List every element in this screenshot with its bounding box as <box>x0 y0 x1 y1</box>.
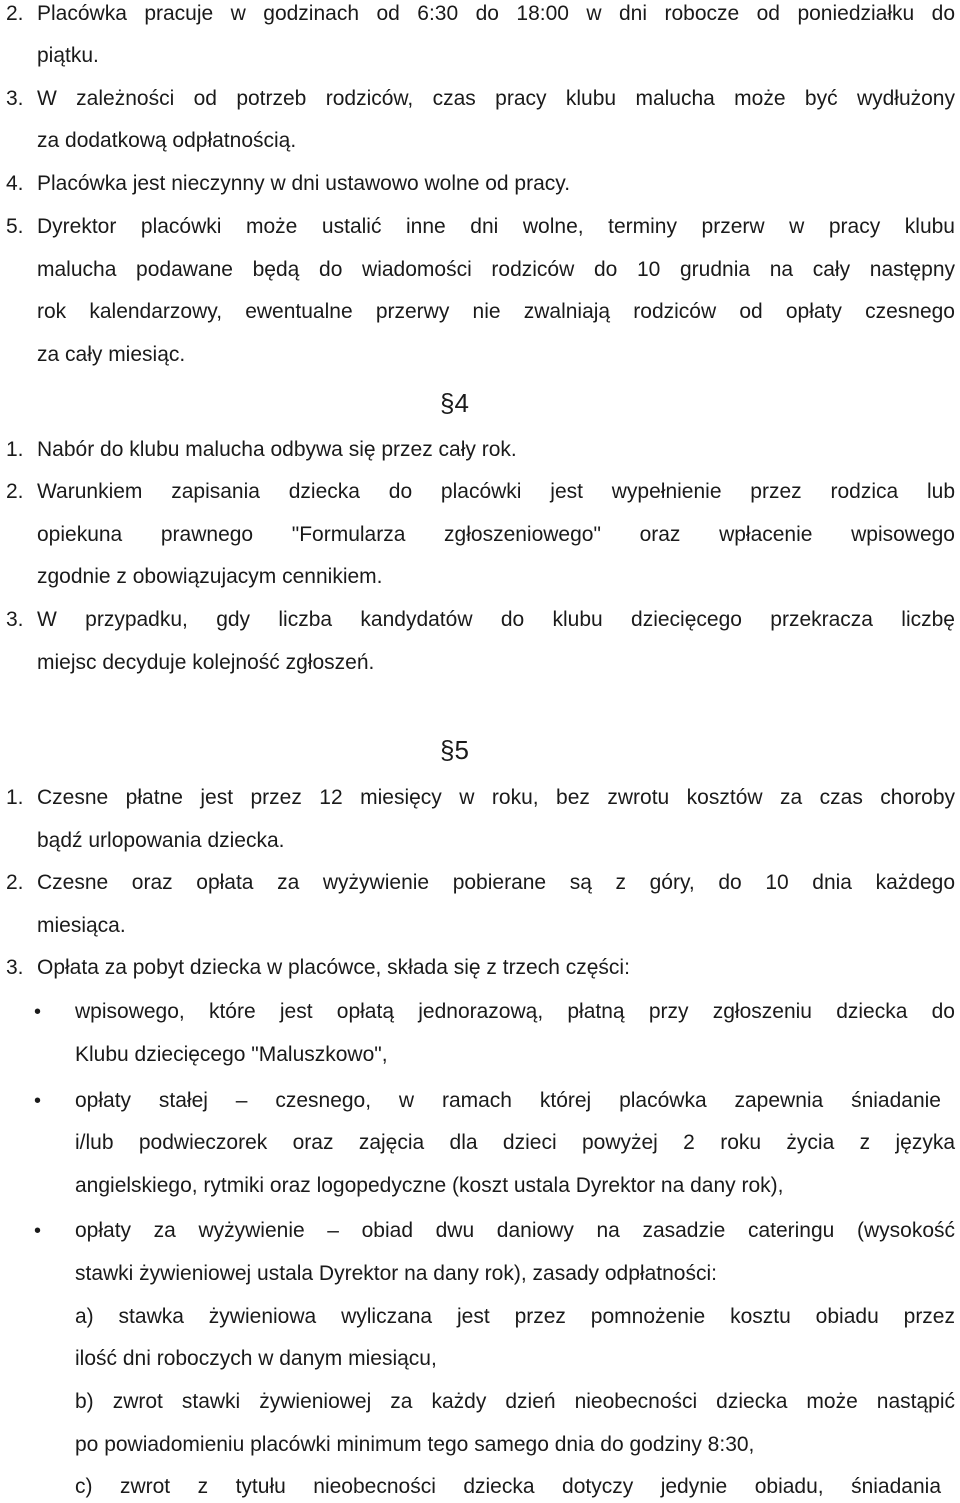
item-number: 2. <box>6 871 24 894</box>
item-number: 1. <box>6 438 24 461</box>
item-number: 2. <box>6 2 24 25</box>
sub-item-line: a) stawka żywieniowa wyliczana jest przez pomnożenie kosztu obiadu przez <box>75 1305 955 1328</box>
bullet-icon: • <box>34 1090 42 1112</box>
paragraph-line: Opłata za pobyt dziecka w placówce, składa się z trzech części: <box>37 956 630 979</box>
paragraph-line: Czesne płatne jest przez 12 miesięcy w roku, bez zwrotu kosztów za czas choroby <box>37 786 955 809</box>
sub-item-line: b) zwrot stawki żywieniowej za każdy dzień nieobecności dziecka może nastąpić <box>75 1390 955 1413</box>
paragraph-line: zgodnie z obowiązujacym cennikiem. <box>37 565 383 588</box>
bullet-icon: • <box>34 1001 42 1023</box>
paragraph-line: piątku. <box>37 44 99 67</box>
paragraph-line: miesiąca. <box>37 914 126 937</box>
bullet-icon: • <box>34 1220 42 1242</box>
item-number: 2. <box>6 480 24 503</box>
item-number: 5. <box>6 215 24 238</box>
paragraph-line: Klubu dziecięcego "Maluszkowo", <box>75 1043 388 1066</box>
paragraph-line: angielskiego, rytmiki oraz logopedyczne (koszt ustala Dyrektor na dany rok), <box>75 1174 784 1197</box>
sub-item-line: po powiadomieniu placówki minimum tego samego dnia do godziny 8:30, <box>75 1433 755 1456</box>
paragraph-line: Placówka pracuje w godzinach od 6:30 do 18:00 w dni robocze od poniedziałku do <box>37 2 955 25</box>
paragraph-line: za dodatkową odpłatnością. <box>37 129 297 152</box>
section-heading: §4 <box>440 388 469 418</box>
paragraph-line: Nabór do klubu malucha odbywa się przez cały rok. <box>37 438 517 461</box>
item-number: 3. <box>6 608 24 631</box>
item-number: 3. <box>6 87 24 110</box>
paragraph-line: wpisowego, które jest opłatą jednorazową, płatną przy zgłoszeniu dziecka do <box>75 1000 955 1023</box>
paragraph-line: opłaty stałej – czesnego, w ramach której placówka zapewnia śniadanie <box>75 1089 941 1112</box>
paragraph-line: W przypadku, gdy liczba kandydatów do klubu dziecięcego przekracza liczbę <box>37 608 955 631</box>
paragraph-line: opłaty za wyżywienie – obiad dwu daniowy na zasadzie cateringu (wysokość <box>75 1219 955 1242</box>
sub-item-line: ilość dni roboczych w danym miesiącu, <box>75 1347 437 1370</box>
paragraph-line: Dyrektor placówki może ustalić inne dni wolne, terminy przerw w pracy klubu <box>37 215 955 238</box>
paragraph-line: Placówka jest nieczynny w dni ustawowo wolne od pracy. <box>37 172 571 195</box>
paragraph-line: rok kalendarzowy, ewentualne przerwy nie zwalniają rodziców od opłaty czesnego <box>37 300 955 323</box>
item-number: 3. <box>6 956 24 979</box>
paragraph-line: Warunkiem zapisania dziecka do placówki jest wypełnienie przez rodzica lub <box>37 480 955 503</box>
sub-item-line: c) zwrot z tytułu nieobecności dziecka dotyczy jedynie obiadu, śniadania <box>75 1475 941 1498</box>
paragraph-line: opiekuna prawnego "Formularza zgłoszeniowego" oraz wpłacenie wpisowego <box>37 523 955 546</box>
paragraph-line: Czesne oraz opłata za wyżywienie pobierane są z góry, do 10 dnia każdego <box>37 871 955 894</box>
paragraph-line: malucha podawane będą do wiadomości rodziców do 10 grudnia na cały następny <box>37 258 955 281</box>
paragraph-line: W zależności od potrzeb rodziców, czas pracy klubu malucha może być wydłużony <box>37 87 955 110</box>
paragraph-line: stawki żywieniowej ustala Dyrektor na dany rok), zasady odpłatności: <box>75 1262 717 1285</box>
paragraph-line: i/lub podwieczorek oraz zajęcia dla dzieci powyżej 2 roku życia z języka <box>75 1131 955 1154</box>
paragraph-line: bądź urlopowania dziecka. <box>37 829 285 852</box>
item-number: 4. <box>6 172 24 195</box>
item-number: 1. <box>6 786 24 809</box>
paragraph-line: za cały miesiąc. <box>37 343 186 366</box>
paragraph-line: miejsc decyduje kolejność zgłoszeń. <box>37 651 375 674</box>
section-heading: §5 <box>440 735 469 765</box>
